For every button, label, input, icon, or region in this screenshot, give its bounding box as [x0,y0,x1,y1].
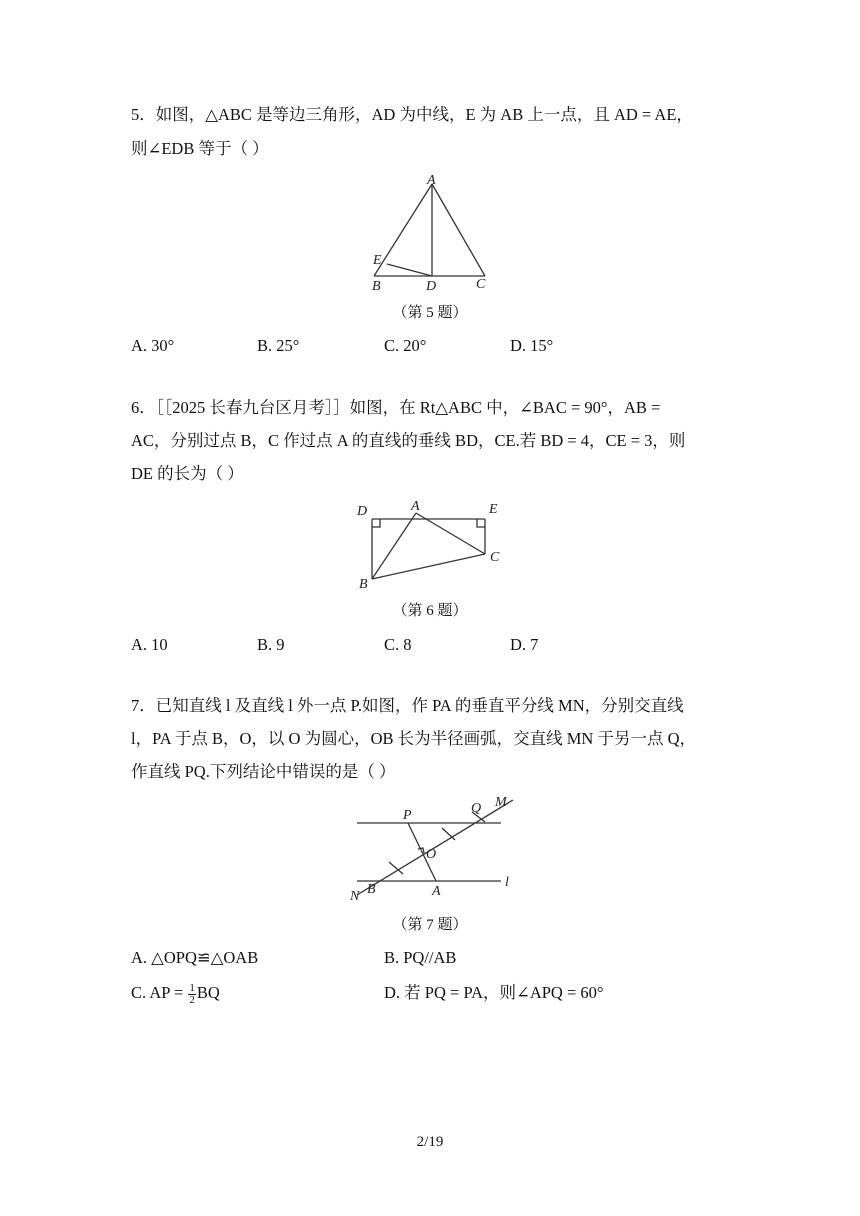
q6-figure [352,495,512,595]
q5-label-d: D [426,279,437,294]
q7-label-p: P [403,808,412,823]
q7-label-m: M [495,795,507,810]
q6-segment-bc [372,554,485,579]
q6-option-a[interactable]: A. 10 [131,635,168,654]
q5-side-ab [374,184,432,276]
q5-stem-line2: 则∠EDB 等于（ ） [131,139,269,158]
q5-side-ac [432,184,485,276]
q5-label-a: A [427,173,436,188]
q7-option-c-denominator: 2 [189,993,195,1006]
q7-label-o: O [426,847,437,862]
q5-option-a[interactable]: A. 30° [131,336,175,355]
q5-label-b: B [372,279,381,294]
q5-option-c[interactable]: C. 20° [384,336,427,355]
q6-option-c[interactable]: C. 8 [384,635,412,654]
q7-option-c-fraction [188,983,196,1006]
q7-option-c-suffix: BQ [196,983,220,1002]
q5-segment-ed [387,264,432,276]
q6-stem-line3: DE 的长为（ ） [131,464,244,483]
q7-label-q: Q [471,801,482,816]
q7-option-b[interactable]: B. PQ//AB [384,948,457,967]
q6-option-b[interactable]: B. 9 [257,635,285,654]
q7-stem-line2: l，PA 于点 B，O，以 O 为圆心，OB 长为半径画弧，交直线 MN 于另一点 Q， [131,729,697,748]
q7-option-a[interactable]: A. △OPQ≌△OAB [131,948,259,967]
q5-caption: （第 5 题） [392,305,468,321]
q7-option-c-numerator: 1 [189,981,195,994]
q7-label-l: l [505,875,509,890]
q7-caption: （第 7 题） [392,917,468,933]
q6-caption: （第 6 题） [392,603,468,619]
q7-stem-line3: 作直线 PQ.下列结论中错误的是（ ） [131,762,396,781]
q5-figure [360,168,500,296]
q7-label-b: B [367,882,376,897]
q5-option-b[interactable]: B. 25° [257,336,300,355]
q6-label-c: C [490,550,500,565]
q7-option-c-prefix: C. AP = [131,983,184,1002]
q6-stem-line2: AC，分别过点 B，C 作过点 A 的直线的垂线 BD，CE.若 BD = 4，CE = 3，则 [131,431,686,450]
q7-figure [345,792,525,906]
q6-label-d: D [357,504,368,519]
q7-label-a: A [432,884,441,899]
q5-stem-line1: 5．如图，△ABC 是等边三角形，AD 为中线，E 为 AB 上一点，且 AD = AE， [131,105,693,124]
q7-stem-line1: 7．已知直线 l 及直线 l 外一点 P.如图，作 PA 的垂直平分线 MN，分别交直线 [131,696,684,715]
q5-label-e: E [373,253,382,268]
q7-arc-mark-2 [442,828,455,840]
q6-label-e: E [489,502,498,517]
q7-label-n: N [350,889,360,904]
q5-option-d[interactable]: D. 15° [510,336,554,355]
q6-label-b: B [359,577,368,592]
page-number: 2/19 [416,1134,444,1150]
q7-option-c[interactable] [131,981,220,1006]
q6-segment-ab [372,513,416,579]
q6-stem-line1: 6．［［2025 长春九台区月考］］如图，在 Rt△ABC 中，∠BAC = 90°，AB = [131,398,661,417]
q5-label-c: C [476,277,486,292]
q6-right-angle-d [372,519,380,527]
q7-option-d[interactable]: D. 若 PQ = PA，则∠APQ = 60° [384,983,604,1002]
q6-option-d[interactable]: D. 7 [510,635,539,654]
q6-right-angle-e [477,519,485,527]
q6-label-a: A [411,499,420,514]
